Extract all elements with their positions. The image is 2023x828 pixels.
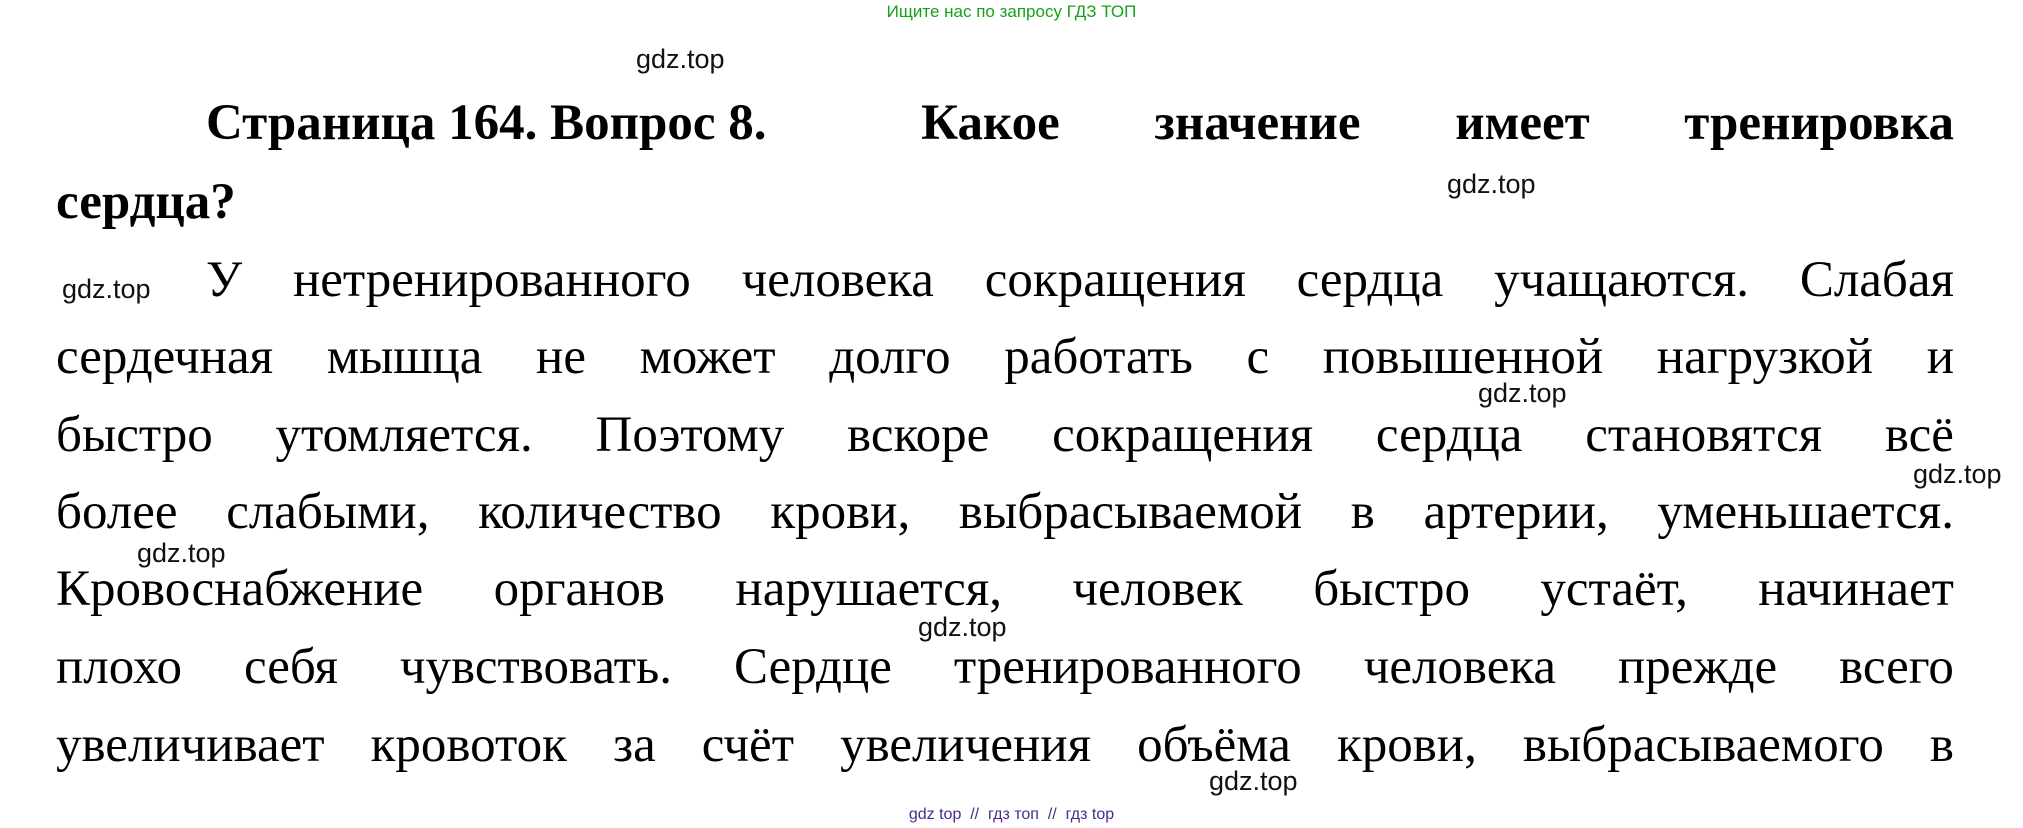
word: за <box>612 717 656 773</box>
top-banner[interactable]: Ищите нас по запросу ГДЗ ТОП <box>886 2 1137 21</box>
word: выбрасываемого <box>1522 717 1884 773</box>
word: сокращения <box>984 252 1246 308</box>
answer-line <box>56 484 1954 540</box>
word: тренированного <box>953 639 1302 695</box>
word: уменьшается. <box>1657 484 1954 540</box>
word: сердечная <box>56 329 274 385</box>
watermark: gdz.top <box>1447 169 1536 199</box>
watermark: gdz.top <box>62 274 151 304</box>
word: с <box>1246 329 1270 385</box>
word: всего <box>1839 639 1954 695</box>
word: человека <box>1363 639 1556 695</box>
watermark: gdz.top <box>918 612 1007 642</box>
footer-links <box>0 806 2023 824</box>
question-heading <box>206 95 1954 151</box>
word: начинает <box>1758 561 1954 617</box>
word: человека <box>741 252 934 308</box>
word: сокращения <box>1052 407 1314 463</box>
answer-line <box>56 407 1954 463</box>
answer-line <box>56 717 1954 773</box>
word: более <box>56 484 178 540</box>
word: прежде <box>1617 639 1778 695</box>
word: может <box>639 329 776 385</box>
word: крови, <box>1336 717 1477 773</box>
word: повышенной <box>1322 329 1604 385</box>
word: увеличивает <box>56 717 325 773</box>
word: объёма <box>1137 717 1291 773</box>
question-heading-continued: сердца? <box>56 174 236 230</box>
footer-link-gdz-top-ru[interactable]: гдз топ <box>988 806 1039 823</box>
word: себя <box>243 639 338 695</box>
word: долго <box>829 329 951 385</box>
heading-page-question: Страница 164. Вопрос 8. <box>206 95 767 151</box>
watermark: gdz.top <box>1913 459 2002 489</box>
word: количество <box>478 484 722 540</box>
heading-word: тренировка <box>1684 95 1954 151</box>
word: Слабая <box>1799 252 1954 308</box>
answer-line <box>56 561 1954 617</box>
word: человек <box>1072 561 1243 617</box>
word: плохо <box>56 639 183 695</box>
word: утомляется. <box>275 407 533 463</box>
word: и <box>1926 329 1954 385</box>
watermark: gdz.top <box>1478 378 1567 408</box>
word: сердца <box>1375 407 1523 463</box>
word: мышца <box>326 329 483 385</box>
word: артерии, <box>1423 484 1609 540</box>
heading-word: имеет <box>1455 95 1590 151</box>
word: всё <box>1884 407 1954 463</box>
word: нарушается, <box>735 561 1002 617</box>
word: Сердце <box>733 639 892 695</box>
word: в <box>1350 484 1375 540</box>
word: увеличения <box>840 717 1092 773</box>
answer-line <box>206 252 1954 308</box>
footer-link-gdz-top-mixed[interactable]: гдз top <box>1065 806 1115 823</box>
word: устаёт, <box>1540 561 1688 617</box>
word: вскоре <box>847 407 990 463</box>
watermark: gdz.top <box>636 44 725 74</box>
answer-line <box>56 329 1954 385</box>
word: слабыми, <box>226 484 430 540</box>
watermark: gdz.top <box>137 538 226 568</box>
word: кровоток <box>370 717 567 773</box>
heading-word: значение <box>1154 95 1361 151</box>
word: крови, <box>770 484 911 540</box>
heading-word: Какое <box>921 95 1060 151</box>
word: сердца <box>1296 252 1444 308</box>
footer-separator: // <box>1047 806 1057 823</box>
word: работать <box>1004 329 1193 385</box>
word: счёт <box>701 717 794 773</box>
answer-line <box>56 639 1954 695</box>
word: нагрузкой <box>1656 329 1874 385</box>
word: не <box>536 329 586 385</box>
word: становятся <box>1585 407 1823 463</box>
footer-separator: // <box>970 806 980 823</box>
word: Кровоснабжение <box>56 561 424 617</box>
word: быстро <box>56 407 213 463</box>
word: Поэтому <box>595 407 785 463</box>
footer-link-gdz-top[interactable]: gdz top <box>908 806 962 823</box>
watermark: gdz.top <box>1209 766 1298 796</box>
word: У <box>206 252 243 308</box>
word: нетренированного <box>292 252 691 308</box>
word: в <box>1929 717 1954 773</box>
word: быстро <box>1313 561 1470 617</box>
word: выбрасываемой <box>958 484 1302 540</box>
word: органов <box>493 561 666 617</box>
word: учащаются. <box>1494 252 1749 308</box>
word: чувствовать. <box>399 639 673 695</box>
